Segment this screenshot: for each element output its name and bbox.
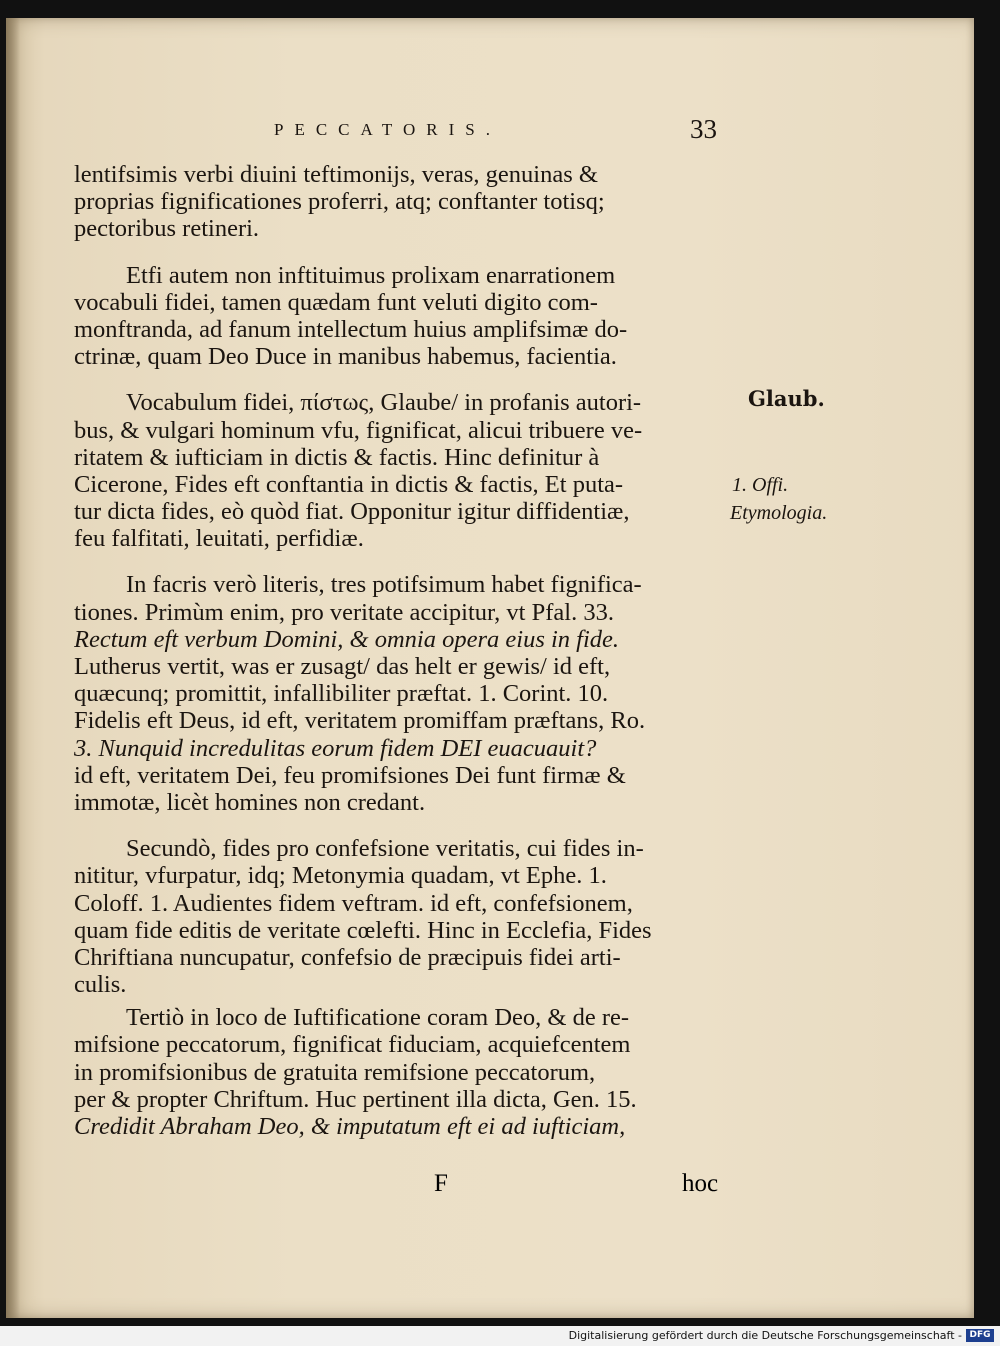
- paragraph: [74, 262, 734, 371]
- text-line: Cicerone, Fides eft conftantia in dictis & factis, Et puta-: [74, 470, 624, 498]
- text-line: mifsione peccatorum, fignificat fiduciam, acquiefcentem: [74, 1031, 631, 1059]
- text-line: lentifsimis verbi diuini teftimonijs, veras, genuinas &: [74, 161, 598, 188]
- paragraph: [74, 389, 734, 552]
- text-line: nititur, vfurpatur, idq; Metonymia quadam, vt Ephe. 1.: [74, 862, 607, 890]
- running-head: PECCATORIS.: [274, 120, 501, 139]
- text-line: Coloff. 1. Audientes fidem veftram. id eft, confefsionem,: [74, 889, 633, 917]
- paragraph: [74, 161, 734, 243]
- text-line: ritatem & iufticiam in dictis & factis. Hinc definitur à: [74, 443, 600, 471]
- text-line: Etfi autem non inftituimus prolixam enarrationem: [126, 261, 616, 289]
- catchword: hoc: [682, 1170, 719, 1197]
- body-text: [74, 161, 734, 1140]
- text-line: monftranda, ad fanum intellectum huius amplifsimæ do-: [74, 315, 628, 343]
- text-line: Fidelis eft Deus, id eft, veritatem promiffam præftans, Ro.: [74, 707, 646, 735]
- text-line: in promifsionibus de gratuita remifsione peccatorum,: [74, 1058, 596, 1086]
- text-line: proprias fignificationes proferri, atq; conftanter totisq;: [74, 188, 605, 216]
- text-line: id eft, veritatem Dei, feu promifsiones Dei funt firmæ &: [74, 761, 626, 789]
- page-footer: [74, 1168, 734, 1202]
- text-line: feu falfitati, leuitati, perfidiæ.: [74, 525, 364, 553]
- credit-bar: [0, 1326, 1000, 1346]
- text-line: Lutherus vertit, was er zusagt/ das helt er gewis/ id eft,: [74, 653, 611, 680]
- text-line: vocabuli fidei, tamen quædam funt veluti digito com-: [74, 288, 598, 316]
- text-line: ctrinæ, quam Deo Duce in manibus habemus, facientia.: [74, 343, 617, 371]
- credit-text: Digitalisierung gefördert durch die Deutsche Forschungsgemeinschaft -: [568, 1329, 962, 1342]
- margin-note-etymologia: Etymologia.: [730, 502, 828, 524]
- text-line: immotæ, licèt homines non credant.: [74, 788, 426, 816]
- text-line: Tertiò in loco de Iuftificatione coram Deo, & de re-: [126, 1004, 630, 1032]
- text-line: 3. Nunquid incredulitas eorum fidem DEI euacuauit?: [74, 734, 597, 762]
- text-line: In facris verò literis, tres potifsimum habet fignifica-: [126, 571, 642, 599]
- margin-note-glaub: Glaub.: [748, 386, 825, 411]
- text-line: quæcunq; promittit, infallibiliter præftat. 1. Corint. 10.: [74, 680, 609, 708]
- paragraph: [74, 1004, 734, 1140]
- text-line: Rectum eft verbum Domini, & omnia opera eius in fide.: [74, 625, 620, 653]
- text-line: pectoribus retineri.: [74, 215, 260, 243]
- book-page: [6, 18, 974, 1318]
- paragraph: [74, 835, 734, 998]
- text-line: tur dicta fides, eò quòd fiat. Opponitur igitur diffidentiæ,: [74, 498, 630, 526]
- text-line: quam fide editis de veritate cœlefti. Hinc in Ecclefia, Fides: [74, 916, 652, 944]
- text-line: tiones. Primùm enim, pro veritate accipitur, vt Pfal. 33.: [74, 598, 614, 626]
- margin-note-offi: 1. Offi.: [732, 474, 789, 496]
- paragraph: [74, 571, 734, 816]
- text-line: culis.: [74, 971, 127, 999]
- signature-mark: F: [434, 1170, 448, 1197]
- text-line: Chriftiana nuncupatur, confefsio de præcipuis fidei arti-: [74, 943, 621, 971]
- text-line: bus, & vulgari hominum vfu, fignificat, alicui tribuere ve-: [74, 416, 643, 444]
- text-line: per & propter Chriftum. Huc pertinent illa dicta, Gen. 15.: [74, 1085, 637, 1113]
- page-header: [6, 110, 974, 150]
- text-line: Vocabulum fidei, πίστως, Glaube/ in profanis autori-: [126, 389, 642, 417]
- text-line: Credidit Abraham Deo, & imputatum eft ei ad iufticiam,: [74, 1113, 626, 1140]
- dfg-logo-icon: DFG: [966, 1329, 994, 1342]
- text-line: Secundò, fides pro confefsione veritatis, cui fides in-: [126, 835, 644, 863]
- page-number: 33: [690, 114, 717, 144]
